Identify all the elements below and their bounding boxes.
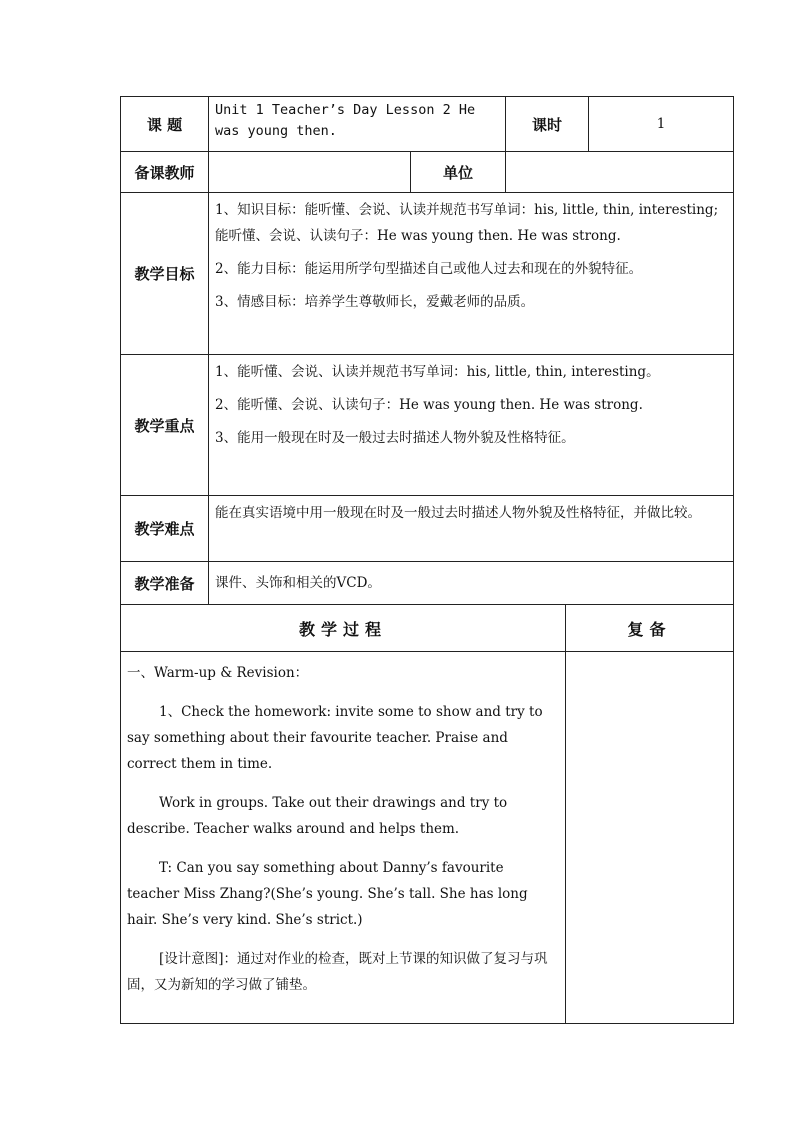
topic-label: 课 题	[121, 97, 209, 152]
key-point-item: 1、能听懂、会说、认读并规范书写单词：his, little, thin, interesting。	[215, 364, 660, 380]
key-points-content	[209, 355, 734, 496]
teacher-value	[209, 152, 411, 193]
difficulties-label: 教学难点	[121, 496, 209, 562]
goals-content	[209, 193, 734, 355]
process-header: 教学过程	[121, 605, 566, 652]
process-paragraph: Work in groups. Take out their drawings and try to describe. Teacher walks around and helps them.	[127, 795, 508, 837]
process-paragraph: T: Can you say something about Danny’s favourite teacher Miss Zhang?(She’s young. She’s tall. She has long hair. She’s very kind. She’s strict.)	[127, 860, 528, 928]
preparation-text: 课件、头饰和相关的VCD。	[209, 562, 734, 605]
period-label: 课时	[506, 97, 589, 152]
key-points-label: 教学重点	[121, 355, 209, 496]
key-points-row	[121, 355, 734, 496]
unit-value	[506, 152, 734, 193]
difficulties-row	[121, 496, 734, 562]
process-paragraph: 1、Check the homework: invite some to show and try to say something about their favourite teacher. Praise and correct them in time.	[127, 704, 543, 772]
key-point-item: 3、能用一般现在时及一般过去时描述人物外貌及性格特征。	[215, 430, 575, 446]
section-title: 一、Warm-up & Revision：	[127, 665, 309, 681]
goals-row	[121, 193, 734, 355]
preparation-label: 教学准备	[121, 562, 209, 605]
topic-value: Unit 1 Teacher’s Day Lesson 2 He was young then.	[209, 97, 506, 152]
lesson-info-table	[120, 96, 734, 605]
difficulties-text: 能在真实语境中用一般现在时及一般过去时描述人物外貌及性格特征，并做比较。	[209, 496, 734, 562]
teacher-label: 备课教师	[121, 152, 209, 193]
design-intent: [设计意图]：通过对作业的检查，既对上节课的知识做了复习与巩固，又为新知的学习做了铺垫。	[127, 951, 548, 993]
goal-item: 1、知识目标：能听懂、会说、认读并规范书写单词：his, little, thin, interesting; 能听懂、会说、认读句子：He was young then. He was strong.	[215, 202, 719, 244]
process-content	[121, 652, 566, 1024]
unit-label: 单位	[411, 152, 506, 193]
goal-item: 3、情感目标：培养学生尊敬师长，爱戴老师的品质。	[215, 294, 535, 310]
teacher-row	[121, 152, 734, 193]
revision-header: 复备	[566, 605, 734, 652]
process-body-row	[121, 652, 734, 1024]
preparation-row	[121, 562, 734, 605]
goal-item: 2、能力目标：能运用所学句型描述自己或他人过去和现在的外貌特征。	[215, 261, 643, 277]
key-point-item: 2、能听懂、会说、认读句子：He was young then. He was strong.	[215, 397, 643, 413]
process-header-row	[121, 605, 734, 652]
teaching-process-table	[120, 604, 734, 1024]
period-value: 1	[589, 97, 734, 152]
topic-row	[121, 97, 734, 152]
goals-label: 教学目标	[121, 193, 209, 355]
revision-notes	[566, 652, 734, 1024]
